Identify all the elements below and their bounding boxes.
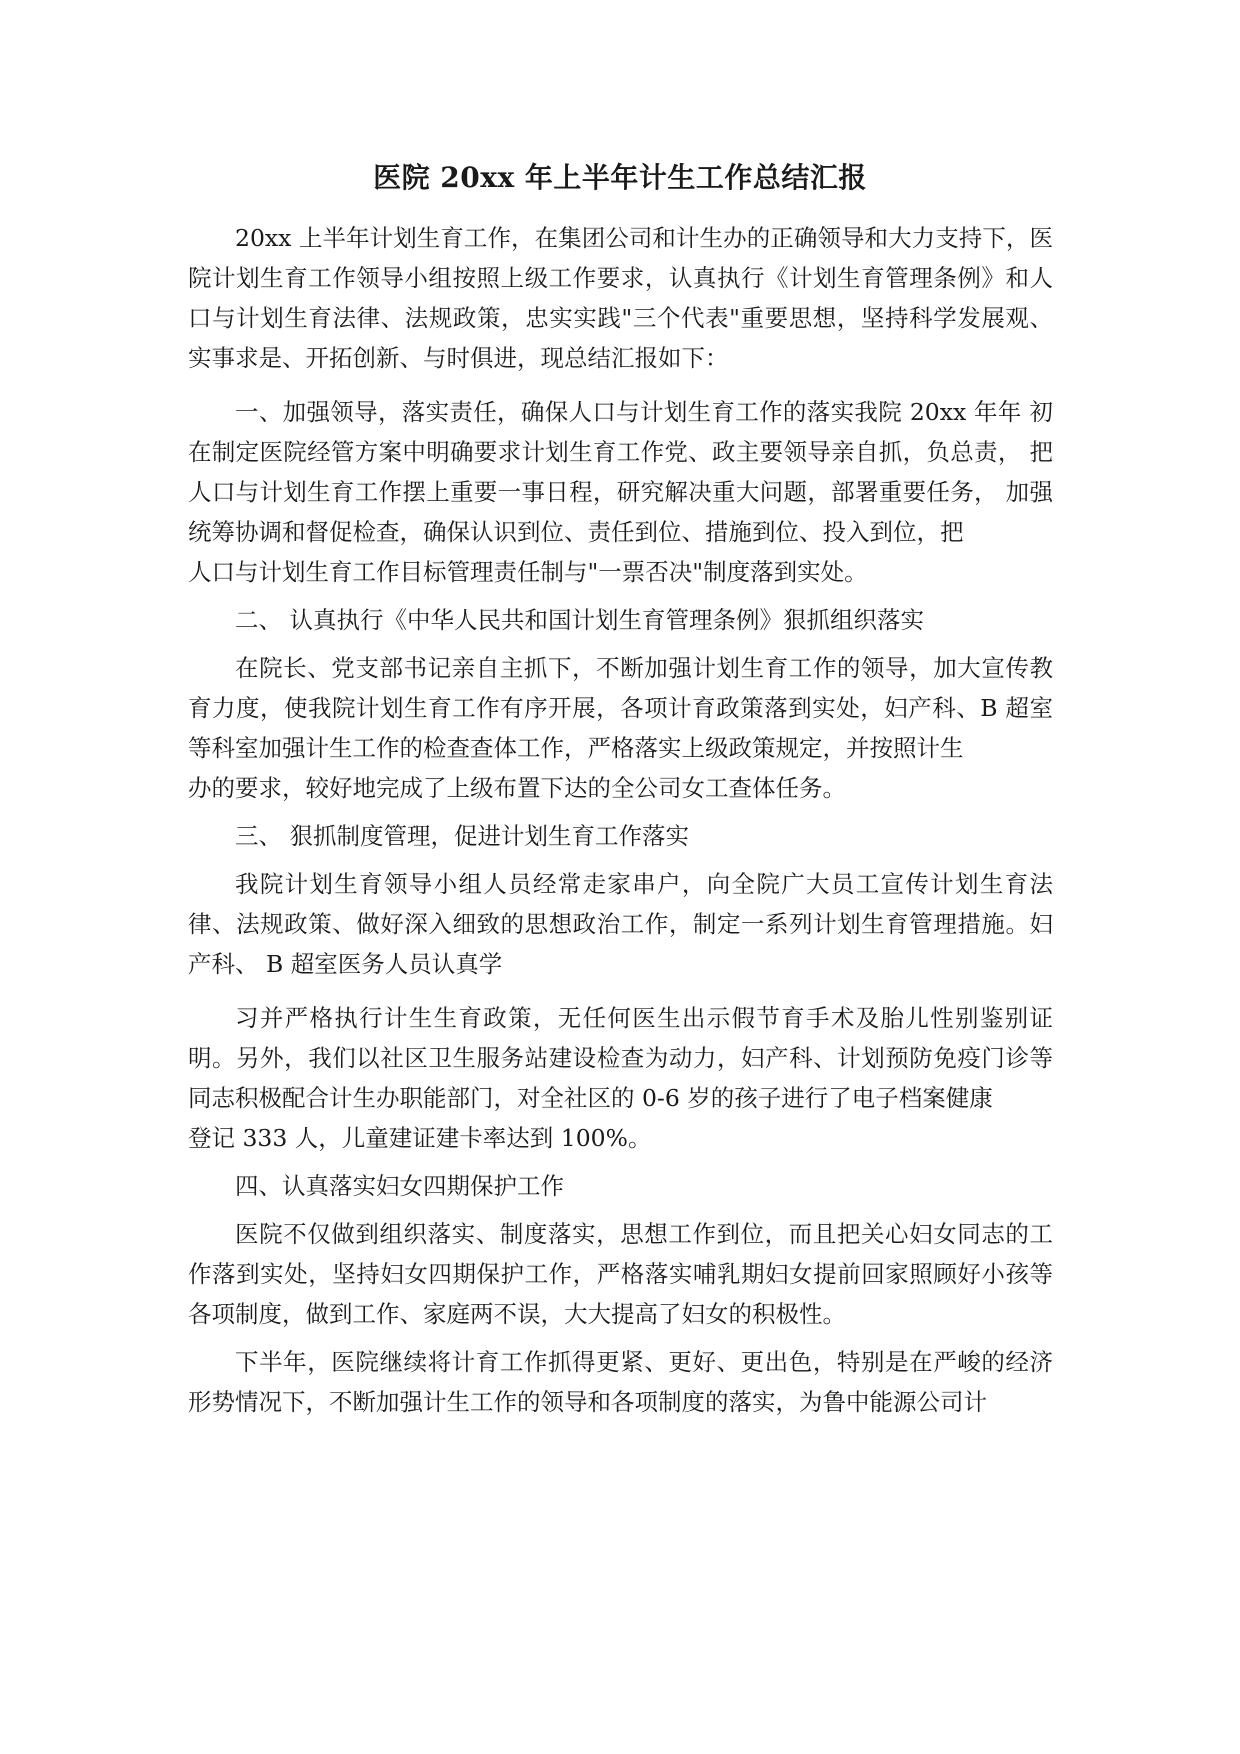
paragraph-section-4: 医院不仅做到组织落实、制度落实，思想工作到位，而且把关心妇女同志的工作落到实处，坚持妇女四期保护工作，严格落实哺乳期妇女提前回家照顾好小孩等各项制度，做到工作、家庭两不误，大大提高了妇女的积极性。 bbox=[188, 1220, 1053, 1328]
heading-section-4: 四、认真落实妇女四期保护工作 bbox=[235, 1172, 564, 1200]
paragraph-section-3: 我院计划生育领导小组人员经常走家串户，向全院广大员工宣传计划生育法律、法规政策、做好深入细致的思想政治工作，制定一系列计划生育管理措施。妇产科、 B 超室医务人员认真学 bbox=[188, 870, 1053, 978]
paragraph-section-2-continued: 办的要求，较好地完成了上级布置下达的全公司女工查体任务。 bbox=[188, 774, 846, 802]
paragraph-section-1: 一、加强领导，落实责任，确保人口与计划生育工作的落实我院 20xx 年年 初在制定医院经管方案中明确要求计划生育工作党、政主要领导亲自抓，负总责， 把人口与计划生育工作摆上重要一事日程，研究解决重大问题，部署重要任务， 加强统筹协调和督促检查，确保认识到位、责任到位、措施到位、投入到位，把 bbox=[188, 398, 1053, 546]
heading-section-2: 二、 认真执行《中华人民共和国计划生育管理条例》狠抓组织落实 bbox=[235, 606, 924, 634]
document-body bbox=[188, 218, 1053, 1422]
paragraph-section-3-registration: 登记 333 人，儿童建证建卡率达到 100%。 bbox=[188, 1124, 652, 1152]
paragraph-outlook: 下半年，医院继续将计育工作抓得更紧、更好、更出色，特别是在严峻的经济形势情况下，不断加强计生工作的领导和各项制度的落实，为鲁中能源公司计 bbox=[188, 1348, 1053, 1416]
heading-section-3: 三、 狠抓制度管理，促进计划生育工作落实 bbox=[235, 822, 689, 850]
paragraph-section-1-continued: 人口与计划生育工作目标管理责任制与"一票否决"制度落到实处。 bbox=[188, 558, 868, 586]
paragraph-section-3-continued: 习并严格执行计生生育政策，无任何医生出示假节育手术及胎儿性别鉴别证明。另外，我们以社区卫生服务站建设检查为动力，妇产科、计划预防免疫门诊等同志积极配合计生办职能部门，对全社区的 0-6 岁的孩子进行了电子档案健康 bbox=[188, 1004, 1053, 1112]
paragraph-section-2: 在院长、党支部书记亲自主抓下，不断加强计划生育工作的领导，加大宣传教育力度，使我院计划生育工作有序开展，各项计育政策落到实处，妇产科、B 超室等科室加强计生工作的检查查体工作，严格落实上级政策规定，并按照计生 bbox=[188, 654, 1053, 762]
document-title: 医院 20xx 年上半年计生工作总结汇报 bbox=[373, 161, 867, 194]
paragraph-intro: 20xx 上半年计划生育工作，在集团公司和计生办的正确领导和大力支持下，医院计划生育工作领导小组按照上级工作要求，认真执行《计划生育管理条例》和人口与计划生育法律、法规政策，忠实实践"三个代表"重要思想，坚持科学发展观、实事求是、开拓创新、与时俱进，现总结汇报如下： bbox=[188, 224, 1053, 372]
